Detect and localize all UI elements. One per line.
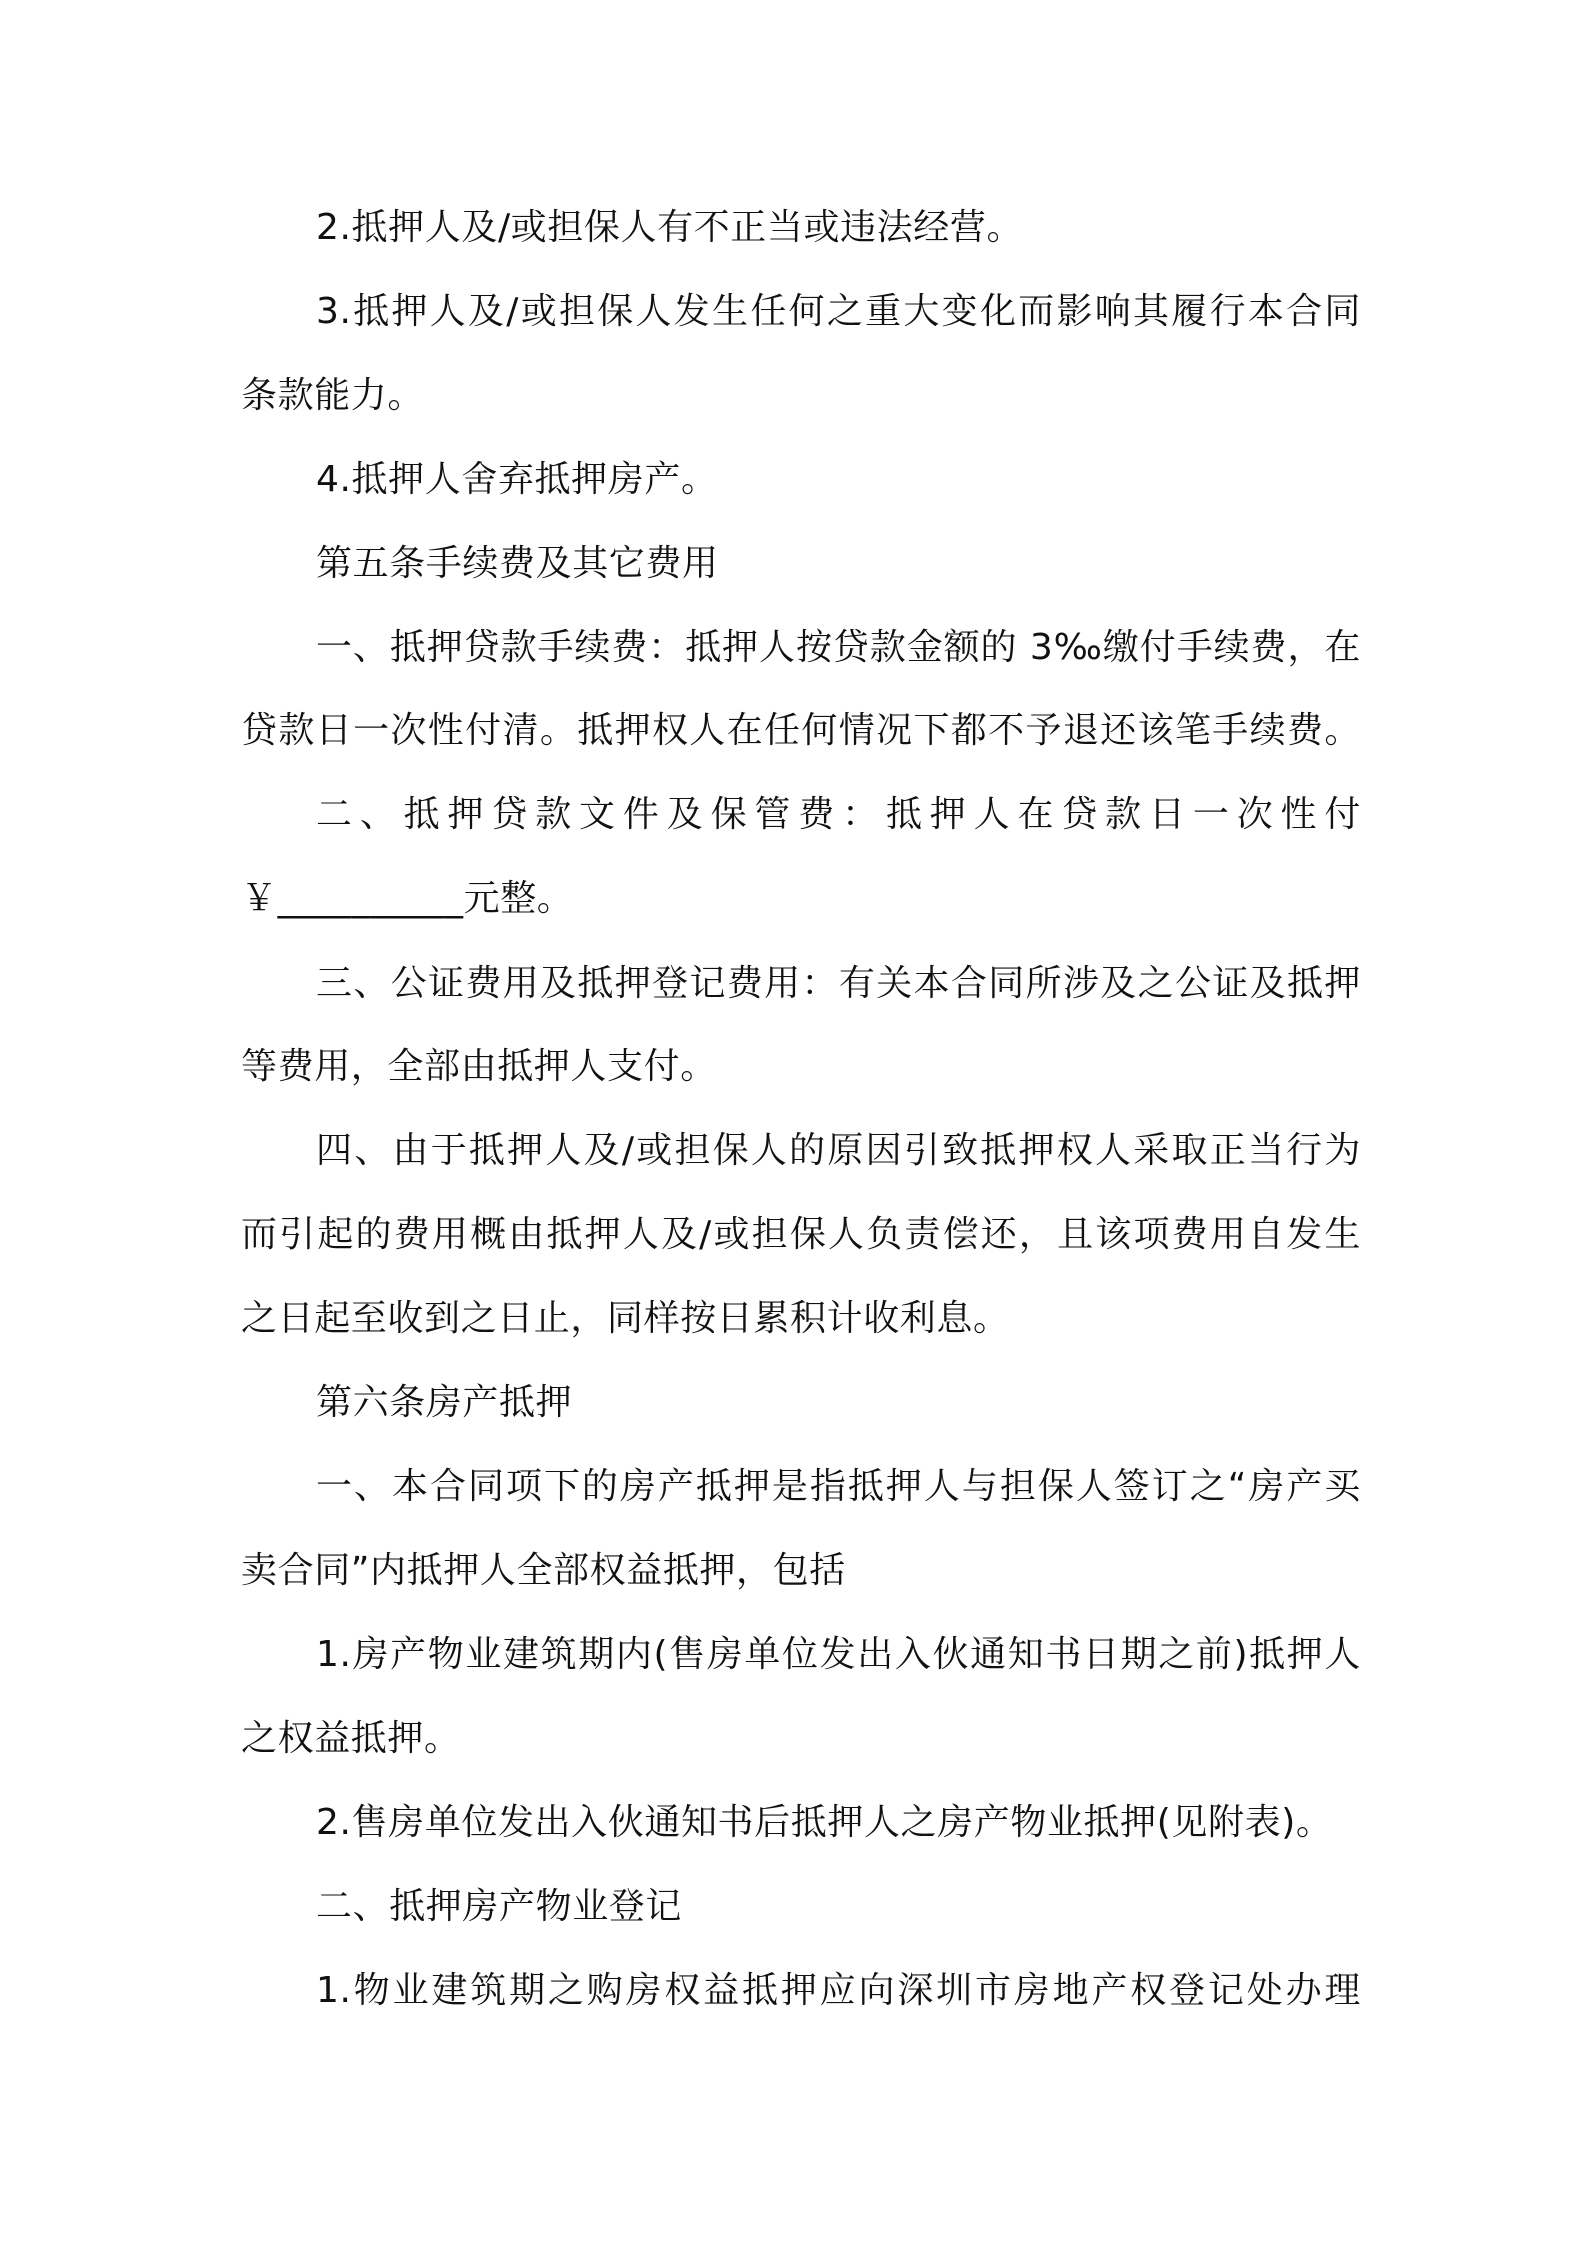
text-line: 二、抵押房产物业登记 — [316, 1886, 683, 1927]
text-line: 1.物业建筑期之购房权益抵押应向深圳市房地产权登记处办理 — [316, 1970, 1361, 2011]
text-line: ￥__________元整。 — [241, 878, 574, 919]
text-line: 2.售房单位发出入伙通知书后抵押人之房产物业抵押(见附表)。 — [316, 1802, 1333, 1843]
section-heading: 第六条房产抵押 — [316, 1382, 573, 1423]
text-line: 一、本合同项下的房产抵押是指抵押人与担保人签订之“房产买 — [316, 1466, 1361, 1507]
text-line: 三、公证费用及抵押登记费用：有关本合同所涉及之公证及抵押 — [316, 963, 1361, 1004]
text-line: 二、抵押贷款文件及保管费：抵押人在贷款日一次性付 — [316, 794, 1361, 835]
section-heading: 第五条手续费及其它费用 — [316, 543, 719, 584]
text-line: 一、抵押贷款手续费：抵押人按贷款金额的 3‰缴付手续费，在 — [316, 627, 1361, 668]
text-line: 1.房产物业建筑期内(售房单位发出入伙通知书日期之前)抵押人 — [316, 1634, 1361, 1675]
text-line: 条款能力。 — [241, 375, 425, 416]
text-line: 之权益抵押。 — [241, 1718, 461, 1759]
text-line: 等费用，全部由抵押人支付。 — [241, 1046, 717, 1087]
text-line: 4.抵押人舍弃抵押房产。 — [316, 459, 718, 500]
text-line: 之日起至收到之日止，同样按日累积计收利息。 — [241, 1298, 1010, 1339]
text-line: 四、由于抵押人及/或担保人的原因引致抵押权人采取正当行为 — [316, 1130, 1361, 1171]
text-line: 3.抵押人及/或担保人发生任何之重大变化而影响其履行本合同 — [316, 291, 1361, 332]
text-line: 而引起的费用概由抵押人及/或担保人负责偿还，且该项费用自发生 — [241, 1214, 1361, 1255]
text-line: 贷款日一次性付清。抵押权人在任何情况下都不予退还该笔手续费。 — [241, 710, 1361, 751]
text-line: 卖合同”内抵押人全部权益抵押，包括 — [241, 1550, 846, 1591]
text-line: 2.抵押人及/或担保人有不正当或违法经营。 — [316, 207, 1024, 248]
